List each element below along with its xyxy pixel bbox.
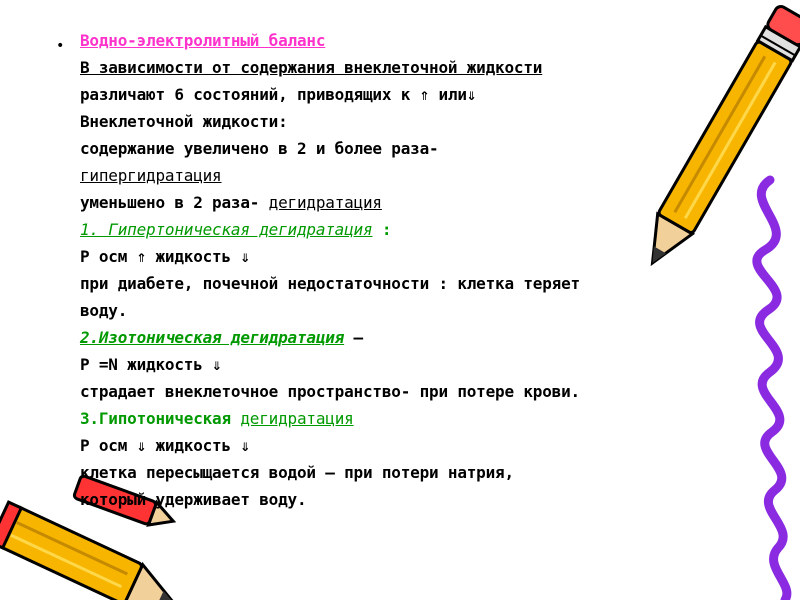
text-line-10: воду. [80, 301, 128, 320]
text-line-5: гипергидратация [80, 166, 222, 185]
text-line-3: Внеклеточной жидкости: [80, 112, 288, 131]
text-line-6a: уменьшено в 2 раза- [80, 193, 269, 212]
text-line-7a: 1. Гипертоническая дегидратация [80, 220, 373, 239]
text-line-15: Р осм ⇓ жидкость ⇓ [80, 436, 250, 455]
text-line-14a: 3.Гипотоническая [80, 409, 241, 428]
text-line-13: страдает внеклеточное пространство- при потере крови. [80, 382, 580, 401]
slide-title: Водно-электролитный баланс [80, 31, 326, 50]
text-line-11b: – [344, 328, 363, 347]
text-line-17: который удерживает воду. [80, 490, 307, 509]
text-line-7b: : [372, 220, 392, 239]
text-line-14 [80, 405, 740, 432]
text-line-4: содержание увеличено в 2 и более раза- [80, 139, 439, 158]
text-line-1: В зависимости от содержания внеклеточной жидкости [80, 58, 543, 77]
text-line-8: Р осм ⇑ жидкость ⇓ [80, 247, 250, 266]
text-line-9: при диабете, почечной недостаточности : клетка теряет [80, 274, 580, 293]
text-line-16: клетка пересыщается водой – при потери натрия, [80, 463, 514, 482]
text-line-6b: дегидратация [268, 193, 382, 212]
slide-content [80, 27, 740, 513]
bullet-icon: • [56, 38, 65, 54]
text-line-11 [80, 324, 740, 351]
text-line-7 [80, 216, 740, 243]
text-line-11a: 2.Изотоническая дегидратация [80, 328, 345, 347]
text-line-14b: дегидратация [240, 409, 354, 428]
text-line-12: Р =N жидкость ⇓ [80, 355, 222, 374]
text-line-6 [80, 189, 740, 216]
text-line-2: различают 6 состояний, приводящих к ⇑ или⇓ [80, 85, 477, 104]
